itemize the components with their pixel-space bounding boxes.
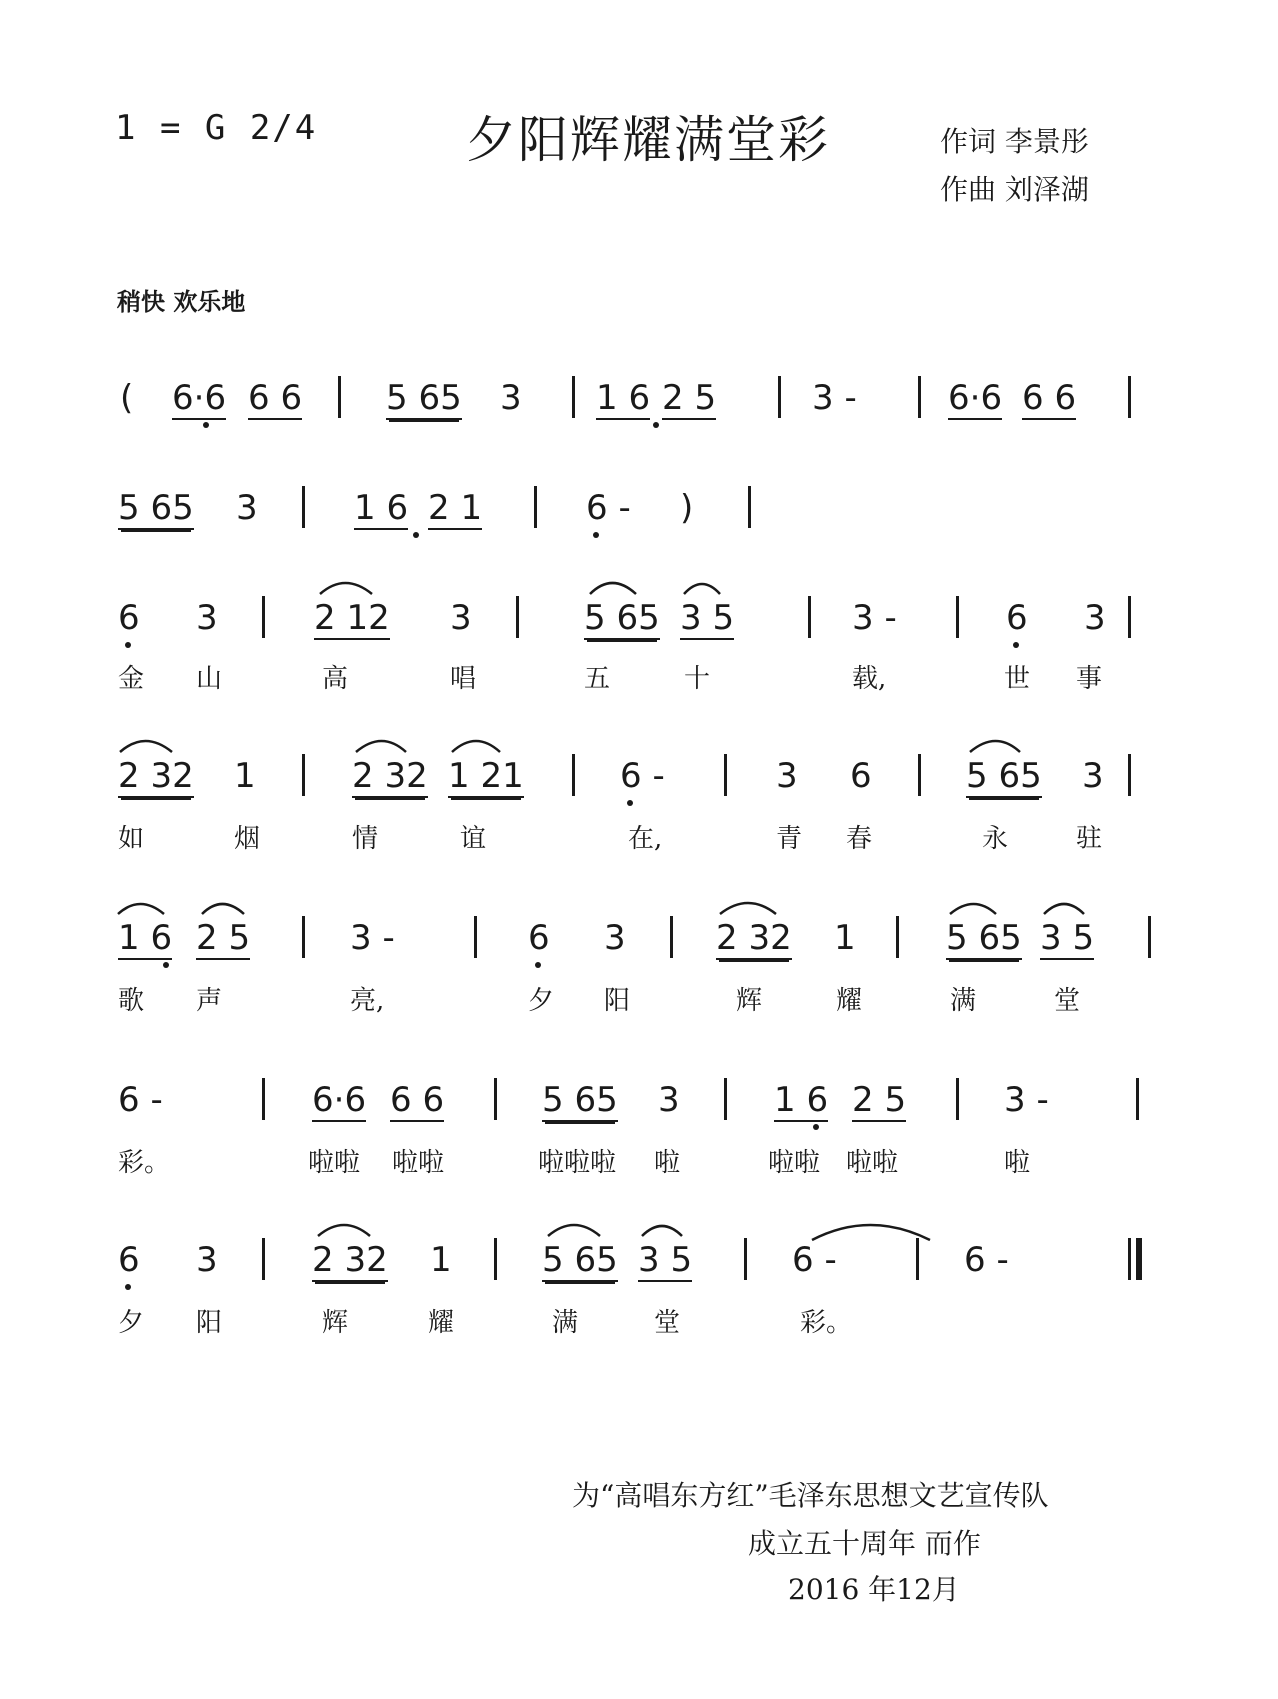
slur [1044, 904, 1084, 914]
bar-line [302, 754, 305, 796]
lyric: 春 [846, 824, 873, 854]
lyrics-row-6 [0, 1142, 1278, 1202]
note: 3 [1084, 598, 1106, 638]
bar-line [1128, 376, 1131, 418]
slur [642, 1226, 682, 1236]
lyric: 事 [1076, 664, 1103, 694]
song-title: 夕阳辉耀满堂彩 [466, 111, 830, 169]
lyric: 阳 [196, 1308, 223, 1338]
lyric: 啦啦啦 [538, 1148, 617, 1178]
note-group: 3 - [1004, 1080, 1049, 1120]
note-group: 5 65 [584, 598, 660, 638]
bar-line [572, 376, 575, 418]
score-row-4 [0, 756, 1278, 816]
tie [812, 1225, 930, 1240]
note-group: 3 5 [638, 1240, 693, 1280]
bar-line [956, 596, 959, 638]
lyric: 谊 [460, 824, 487, 854]
bar-line [572, 754, 575, 796]
score-row-1 [0, 378, 1278, 438]
note-group: 6 - [118, 1080, 163, 1120]
lyrics-row-5 [0, 980, 1278, 1040]
lyrics-row-3 [0, 658, 1278, 718]
note-group: 6 - [620, 756, 665, 796]
bar-line [778, 376, 781, 418]
bar-line [724, 1078, 727, 1120]
bar-line [724, 754, 727, 796]
bar-line [262, 596, 265, 638]
lyric: 啦啦 [768, 1148, 821, 1178]
final-bar-thick [1136, 1238, 1142, 1280]
bar-line [1128, 754, 1131, 796]
bar-line [494, 1078, 497, 1120]
bar-line [338, 376, 341, 418]
note-group: 5 65 [386, 378, 462, 418]
note-group: 6 - [792, 1240, 837, 1280]
lyric: 亮, [350, 986, 385, 1016]
note: 1 [430, 1240, 452, 1280]
note-group: 3 - [852, 598, 897, 638]
note: 3 [1082, 756, 1104, 796]
slur [950, 904, 996, 914]
bar-line [744, 1238, 747, 1280]
bar-line [1148, 916, 1151, 958]
tempo-marking: 稍快 欢乐地 [117, 288, 246, 316]
note-group: 2 32 [352, 756, 428, 796]
bar-line [302, 916, 305, 958]
bar-line [474, 916, 477, 958]
bar-line [262, 1078, 265, 1120]
lyric: 堂 [1054, 986, 1081, 1016]
bar-line [516, 596, 519, 638]
note-group: 5 65 [542, 1080, 618, 1120]
bar-line [748, 486, 751, 528]
slur [452, 741, 500, 752]
lyric: 金 [118, 664, 145, 694]
note-group: 3 [500, 378, 522, 418]
note-group: 5 65 [966, 756, 1042, 796]
bar-line [956, 1078, 959, 1120]
note-group: 1 6 [774, 1080, 829, 1120]
note: 3 [196, 1240, 218, 1280]
score-row-6 [0, 1080, 1278, 1140]
slur [320, 583, 372, 594]
bar-line [896, 916, 899, 958]
key-signature: 1 = G 2/4 [115, 108, 318, 148]
lyric: 耀 [836, 986, 863, 1016]
repeat-open: ( [120, 378, 134, 418]
dedication-date: 2016 年12月 [788, 1573, 960, 1606]
bar-line [1136, 1078, 1139, 1120]
lyric: 堂 [654, 1308, 681, 1338]
lyricist-credit: 作词 李景彤 [940, 125, 1089, 158]
lyric: 情 [352, 824, 379, 854]
note: 6 [850, 756, 872, 796]
lyric: 声 [196, 986, 223, 1016]
lyric: 啦啦 [392, 1148, 445, 1178]
note-group: 5 65 [946, 918, 1022, 958]
lyric: 烟 [234, 824, 261, 854]
lyric: 辉 [736, 986, 763, 1016]
note: 3 [196, 598, 218, 638]
note-group: 2 32 [118, 756, 194, 796]
composer-credit: 作曲 刘泽湖 [940, 173, 1089, 206]
note: 3 [776, 756, 798, 796]
slur [548, 1225, 600, 1236]
lyric: 在, [628, 824, 663, 854]
lyric: 五 [584, 664, 611, 694]
note-group: 1 6 [354, 488, 409, 528]
lyric: 满 [950, 986, 977, 1016]
note-group: 1 6 [118, 918, 173, 958]
lyric: 驻 [1076, 824, 1103, 854]
lyric: 如 [118, 824, 145, 854]
lyric: 夕 [118, 1308, 145, 1338]
note-group: 5 65 [118, 488, 194, 528]
note: 6 [1006, 598, 1028, 638]
bar-line [670, 916, 673, 958]
slur [720, 903, 776, 914]
lyric: 彩。 [118, 1148, 171, 1178]
lyric: 彩。 [800, 1308, 853, 1338]
note: 3 [658, 1080, 680, 1120]
dedication-line-2: 成立五十周年 而作 [748, 1527, 981, 1560]
slur [590, 583, 636, 594]
note: 6 [528, 918, 550, 958]
score-row-2 [0, 488, 1278, 548]
note-group: 2 32 [716, 918, 792, 958]
bar-line [302, 486, 305, 528]
note-group: 3 [236, 488, 258, 528]
note-group: 6 - [964, 1240, 1009, 1280]
note: 6 [118, 1240, 140, 1280]
slur [118, 904, 164, 914]
repeat-close: ) [680, 488, 694, 528]
dedication-line-1: 为“高唱东方红”毛泽东思想文艺宣传队 [572, 1479, 1049, 1512]
slur [356, 741, 406, 752]
lyric: 啦啦 [308, 1148, 361, 1178]
note-group: 5 65 [542, 1240, 618, 1280]
lyric: 永 [982, 824, 1009, 854]
slur [970, 741, 1020, 752]
note: 3 [450, 598, 472, 638]
lyric: 夕 [528, 986, 555, 1016]
note-group: 3 - [812, 378, 857, 418]
note-group: 2 12 [314, 598, 390, 638]
note-group: 6·6 [948, 378, 1003, 418]
note-group: 1 21 [448, 756, 524, 796]
note-group: 1 6 [596, 378, 651, 418]
lyric: 阳 [604, 986, 631, 1016]
bar-line [916, 1238, 919, 1280]
lyrics-row-4 [0, 818, 1278, 878]
note-group: 2 5 [852, 1080, 907, 1120]
lyric: 唱 [450, 664, 477, 694]
slur [120, 741, 172, 752]
slur [684, 584, 720, 594]
bar-line [262, 1238, 265, 1280]
note-group: 6·6 [172, 378, 227, 418]
score-row-5 [0, 918, 1278, 978]
note-group: 2 5 [196, 918, 251, 958]
score-row-3 [0, 598, 1278, 658]
note-group: 6·6 [312, 1080, 367, 1120]
lyric: 满 [552, 1308, 579, 1338]
note-group: 3 - [350, 918, 395, 958]
slur [318, 1225, 370, 1236]
lyric: 辉 [322, 1308, 349, 1338]
bar-line [494, 1238, 497, 1280]
lyric: 山 [196, 664, 223, 694]
bar-line [534, 486, 537, 528]
final-bar-thin [1128, 1238, 1131, 1280]
note: 1 [234, 756, 256, 796]
slur [202, 904, 244, 914]
lyric: 啦 [654, 1148, 681, 1178]
bar-line [918, 754, 921, 796]
lyric: 耀 [428, 1308, 455, 1338]
note-group: 2 32 [312, 1240, 388, 1280]
lyric: 青 [776, 824, 803, 854]
note-group: 6 6 [1022, 378, 1077, 418]
note-group: 2 5 [662, 378, 717, 418]
lyric: 载, [852, 664, 887, 694]
bar-line [808, 596, 811, 638]
note: 1 [834, 918, 856, 958]
note-group: 6 6 [390, 1080, 445, 1120]
lyric: 高 [322, 664, 349, 694]
note-group: 6 - [586, 488, 631, 528]
lyric: 啦啦 [846, 1148, 899, 1178]
lyrics-row-7 [0, 1302, 1278, 1362]
lyric: 啦 [1004, 1148, 1031, 1178]
lyric: 世 [1004, 664, 1031, 694]
score-row-7 [0, 1240, 1278, 1300]
note-group: 3 5 [1040, 918, 1095, 958]
bar-line [918, 376, 921, 418]
lyric: 十 [684, 664, 711, 694]
note-group: 6 6 [248, 378, 303, 418]
note: 3 [604, 918, 626, 958]
note-group: 3 5 [680, 598, 735, 638]
lyric: 歌 [118, 986, 145, 1016]
bar-line [1128, 596, 1131, 638]
note-group: 2 1 [428, 488, 483, 528]
note: 6 [118, 598, 140, 638]
